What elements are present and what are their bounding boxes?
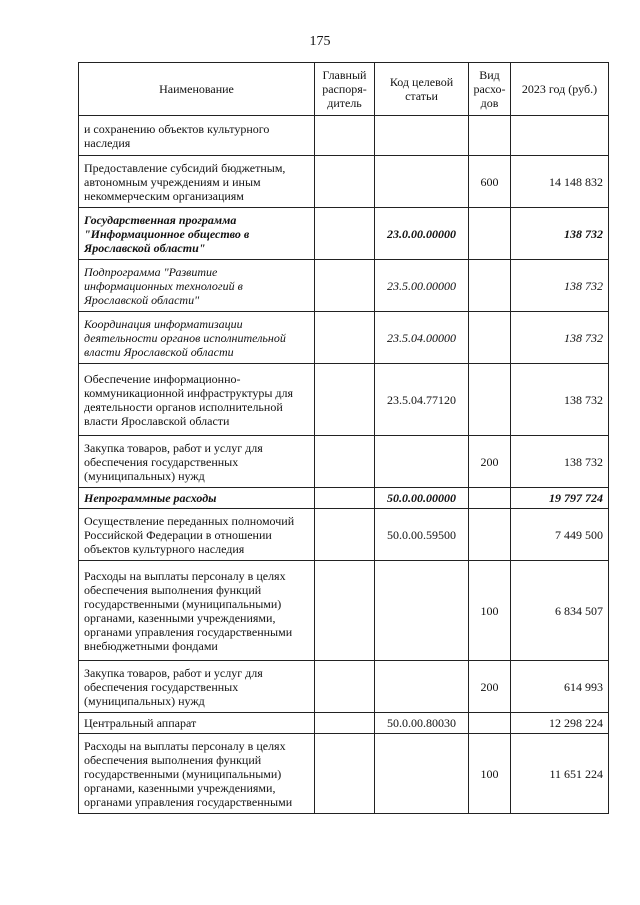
table-row <box>79 156 609 208</box>
row-expense-type-cell: 100 <box>469 561 511 661</box>
row-chief-manager-cell <box>315 156 375 208</box>
row-expense-type-cell <box>469 312 511 364</box>
table-header-row <box>79 63 609 116</box>
row-target-code-cell: 23.5.04.00000 <box>375 312 469 364</box>
page-number: 175 <box>309 34 331 49</box>
row-expense-type-cell <box>469 713 511 734</box>
row-name-cell: Закупка товаров, работ и услуг для обеспечения государственных (муниципальных) нужд <box>79 661 315 713</box>
row-expense-type-cell <box>469 116 511 156</box>
row-target-code-cell <box>375 436 469 488</box>
row-target-code-cell <box>375 156 469 208</box>
row-chief-manager-cell <box>315 734 375 814</box>
row-chief-manager-cell <box>315 661 375 713</box>
budget-table <box>78 62 609 814</box>
row-amount-cell: 19 797 724 <box>511 488 609 509</box>
table-row <box>79 116 609 156</box>
row-amount-cell: 138 732 <box>511 364 609 436</box>
row-target-code-cell: 23.0.00.00000 <box>375 208 469 260</box>
row-amount-cell: 138 732 <box>511 312 609 364</box>
row-target-code-cell: 50.0.00.80030 <box>375 713 469 734</box>
row-expense-type-cell <box>469 488 511 509</box>
table-row <box>79 260 609 312</box>
table-row <box>79 312 609 364</box>
column-header-chief-manager: Главный распоря-дитель <box>315 63 375 116</box>
row-amount-cell: 614 993 <box>511 661 609 713</box>
row-expense-type-cell: 200 <box>469 436 511 488</box>
row-name-cell: Координация информатизации деятельности органов исполнительной власти Ярославской области <box>79 312 315 364</box>
row-amount-cell: 11 651 224 <box>511 734 609 814</box>
row-target-code-cell: 23.5.04.77120 <box>375 364 469 436</box>
column-header-year-amount: 2023 год (руб.) <box>511 63 609 116</box>
row-chief-manager-cell <box>315 509 375 561</box>
row-expense-type-cell: 600 <box>469 156 511 208</box>
row-amount-cell: 6 834 507 <box>511 561 609 661</box>
row-name-cell: Закупка товаров, работ и услуг для обеспечения государственных (муниципальных) нужд <box>79 436 315 488</box>
row-amount-cell: 12 298 224 <box>511 713 609 734</box>
row-expense-type-cell: 100 <box>469 734 511 814</box>
row-name-cell: и сохранению объектов культурного наследия <box>79 116 315 156</box>
row-target-code-cell <box>375 116 469 156</box>
row-chief-manager-cell <box>315 208 375 260</box>
column-header-target-code: Код целевой статьи <box>375 63 469 116</box>
row-expense-type-cell <box>469 208 511 260</box>
row-chief-manager-cell <box>315 260 375 312</box>
row-name-cell: Подпрограмма "Развитие информационных технологий в Ярославской области" <box>79 260 315 312</box>
table-row <box>79 661 609 713</box>
table-row <box>79 713 609 734</box>
table-row <box>79 561 609 661</box>
row-chief-manager-cell <box>315 561 375 661</box>
row-chief-manager-cell <box>315 312 375 364</box>
table-row <box>79 436 609 488</box>
row-name-cell: Расходы на выплаты персоналу в целях обеспечения выполнения функций государственными (муниципальными) органами, казенными учреждениями, органами управления государственными <box>79 734 315 814</box>
row-target-code-cell: 50.0.00.00000 <box>375 488 469 509</box>
row-amount-cell: 7 449 500 <box>511 509 609 561</box>
table-row <box>79 208 609 260</box>
column-header-expense-type: Вид расхо-дов <box>469 63 511 116</box>
table-row <box>79 488 609 509</box>
row-amount-cell: 14 148 832 <box>511 156 609 208</box>
table-row <box>79 364 609 436</box>
row-name-cell: Обеспечение информационно-коммуникационной инфраструктуры для деятельности органов исполнительной власти Ярославской области <box>79 364 315 436</box>
row-amount-cell: 138 732 <box>511 436 609 488</box>
table-row <box>79 509 609 561</box>
table-row <box>79 734 609 814</box>
row-chief-manager-cell <box>315 116 375 156</box>
row-target-code-cell: 23.5.00.00000 <box>375 260 469 312</box>
row-target-code-cell <box>375 661 469 713</box>
row-name-cell: Предоставление субсидий бюджетным, автономным учреждениям и иным некоммерческим организациям <box>79 156 315 208</box>
row-amount-cell: 138 732 <box>511 208 609 260</box>
row-expense-type-cell <box>469 509 511 561</box>
row-amount-cell <box>511 116 609 156</box>
row-target-code-cell <box>375 734 469 814</box>
row-name-cell: Расходы на выплаты персоналу в целях обеспечения выполнения функций государственными (муниципальными) органами, казенными учреждениями, органами управления государственными внебюджетными фондами <box>79 561 315 661</box>
row-target-code-cell <box>375 561 469 661</box>
row-expense-type-cell <box>469 260 511 312</box>
row-name-cell: Осуществление переданных полномочий Российской Федерации в отношении объектов культурного наследия <box>79 509 315 561</box>
row-name-cell: Государственная программа "Информационное общество в Ярославской области" <box>79 208 315 260</box>
row-chief-manager-cell <box>315 364 375 436</box>
row-chief-manager-cell <box>315 713 375 734</box>
row-amount-cell: 138 732 <box>511 260 609 312</box>
column-header-name: Наименование <box>79 63 315 116</box>
row-expense-type-cell: 200 <box>469 661 511 713</box>
row-name-cell: Центральный аппарат <box>79 713 315 734</box>
row-chief-manager-cell <box>315 436 375 488</box>
row-name-cell: Непрограммные расходы <box>79 488 315 509</box>
row-chief-manager-cell <box>315 488 375 509</box>
row-target-code-cell: 50.0.00.59500 <box>375 509 469 561</box>
row-expense-type-cell <box>469 364 511 436</box>
